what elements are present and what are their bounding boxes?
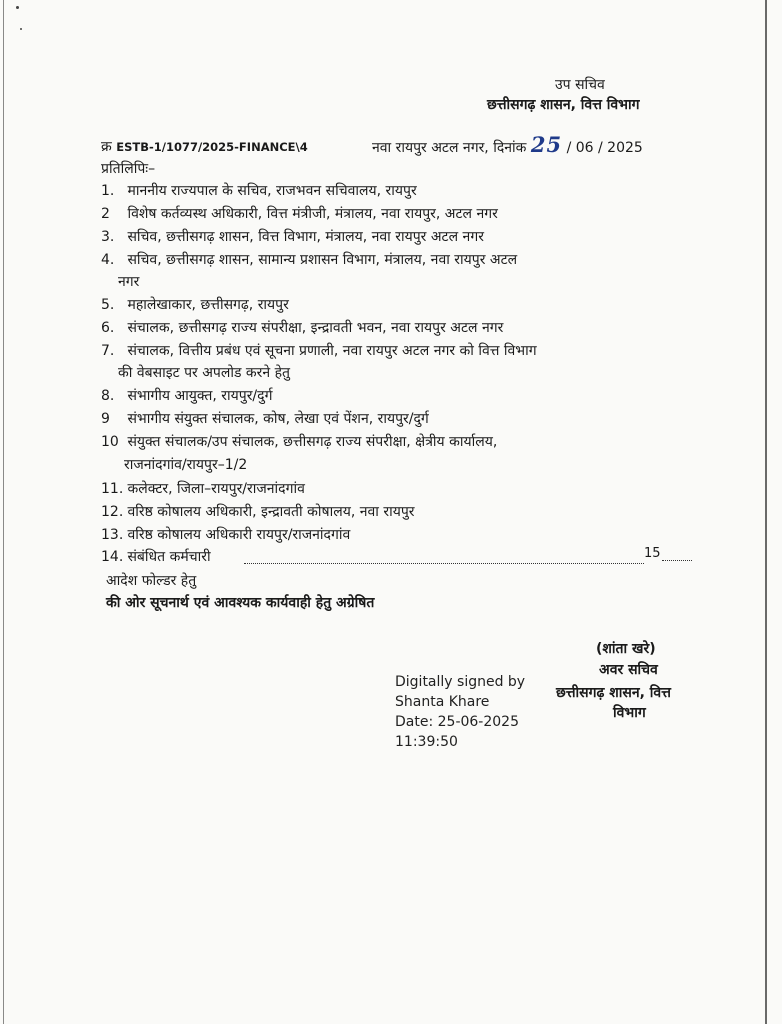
digital-signature-time: 11:39:50 [395,734,458,750]
page-left-edge [3,0,4,1024]
list-item: 4. सचिव, छत्तीसगढ़ शासन, सामान्य प्रशासन विभाग, मंत्रालय, नवा रायपुर अटल [101,252,518,268]
scan-speck [16,6,19,9]
list-item: 8. संभागीय आयुक्त, रायपुर/दुर्ग [101,388,273,404]
reference-number: ESTB-1/1077/2025-FINANCE\4 [116,140,308,154]
list-item-continuation: नगर [118,274,140,290]
reference-prefix: क्र [101,139,112,155]
order-folder-note: आदेश फोल्डर हेतु [106,573,197,589]
dotted-fill-line [244,563,644,564]
signatory-dept-line2: विभाग [613,705,646,721]
month-year: / 06 / 2025 [566,140,643,156]
employee-count: 15 [644,546,661,561]
list-item: 2 विशेष कर्तव्यस्थ अधिकारी, वित्त मंत्रीजी, मंत्रालय, नवा रायपुर, अटल नगर [101,206,498,222]
list-item: 13. वरिष्ठ कोषालय अधिकारी रायपुर/राजनांदगांव [101,527,351,543]
dotted-fill-line [662,560,692,561]
reference-line [101,138,308,156]
list-item-continuation: की वेबसाइट पर अपलोड करने हेतु [118,365,291,381]
list-item: 7. संचालक, वित्तीय प्रबंध एवं सूचना प्रणाली, नवा रायपुर अटल नगर को वित्त विभाग [101,343,537,359]
list-item: 5. महालेखाकार, छत्तीसगढ़, रायपुर [101,297,289,313]
signatory-dept-line1: छत्तीसगढ़ शासन, वित्त [556,685,671,701]
digital-signature-line1: Digitally signed by [395,674,526,690]
digital-signature-date: Date: 25-06-2025 [395,714,519,730]
list-item: 6. संचालक, छत्तीसगढ़ राज्य संपरीक्षा, इन्द्रावती भवन, नवा रायपुर अटल नगर [101,320,504,336]
copy-label: प्रतिलिपिः– [101,161,156,177]
forward-note: की ओर सूचनार्थ एवं आवश्यक कार्यवाही हेतु अग्रेषित [106,595,375,611]
list-item: 11. कलेक्टर, जिला–रायपुर/राजनांदगांव [101,481,305,497]
list-item: 1. माननीय राज्यपाल के सचिव, राजभवन सचिवालय, रायपुर [101,183,417,199]
list-item-continuation: राजनांदगांव/रायपुर–1/2 [124,457,248,473]
list-item: 12. वरिष्ठ कोषालय अधिकारी, इन्द्रावती कोषालय, नवा रायपुर [101,504,415,520]
place-date-label: नवा रायपुर अटल नगर, दिनांक [372,140,527,156]
header-designation: उप सचिव [555,77,605,93]
list-item: 3. सचिव, छत्तीसगढ़ शासन, वित्त विभाग, मंत्रालय, नवा रायपुर अटल नगर [101,229,484,245]
digital-signature-name: Shanta Khare [395,694,490,710]
signatory-name: (शांता खरे) [596,641,656,657]
place-date-line [372,132,643,157]
list-item: 9 संभागीय संयुक्त संचालक, कोष, लेखा एवं पेंशन, रायपुर/दुर्ग [101,411,429,427]
signatory-designation: अवर सचिव [599,662,658,678]
list-item: 14. संबंधित कर्मचारी [101,549,211,565]
scan-speck [20,28,22,30]
list-item: 10 संयुक्त संचालक/उप संचालक, छत्तीसगढ़ राज्य संपरीक्षा, क्षेत्रीय कार्यालय, [101,434,498,450]
header-department: छत्तीसगढ़ शासन, वित्त विभाग [487,97,640,113]
handwritten-day: 25 [530,132,563,157]
page-right-edge [765,0,767,1024]
